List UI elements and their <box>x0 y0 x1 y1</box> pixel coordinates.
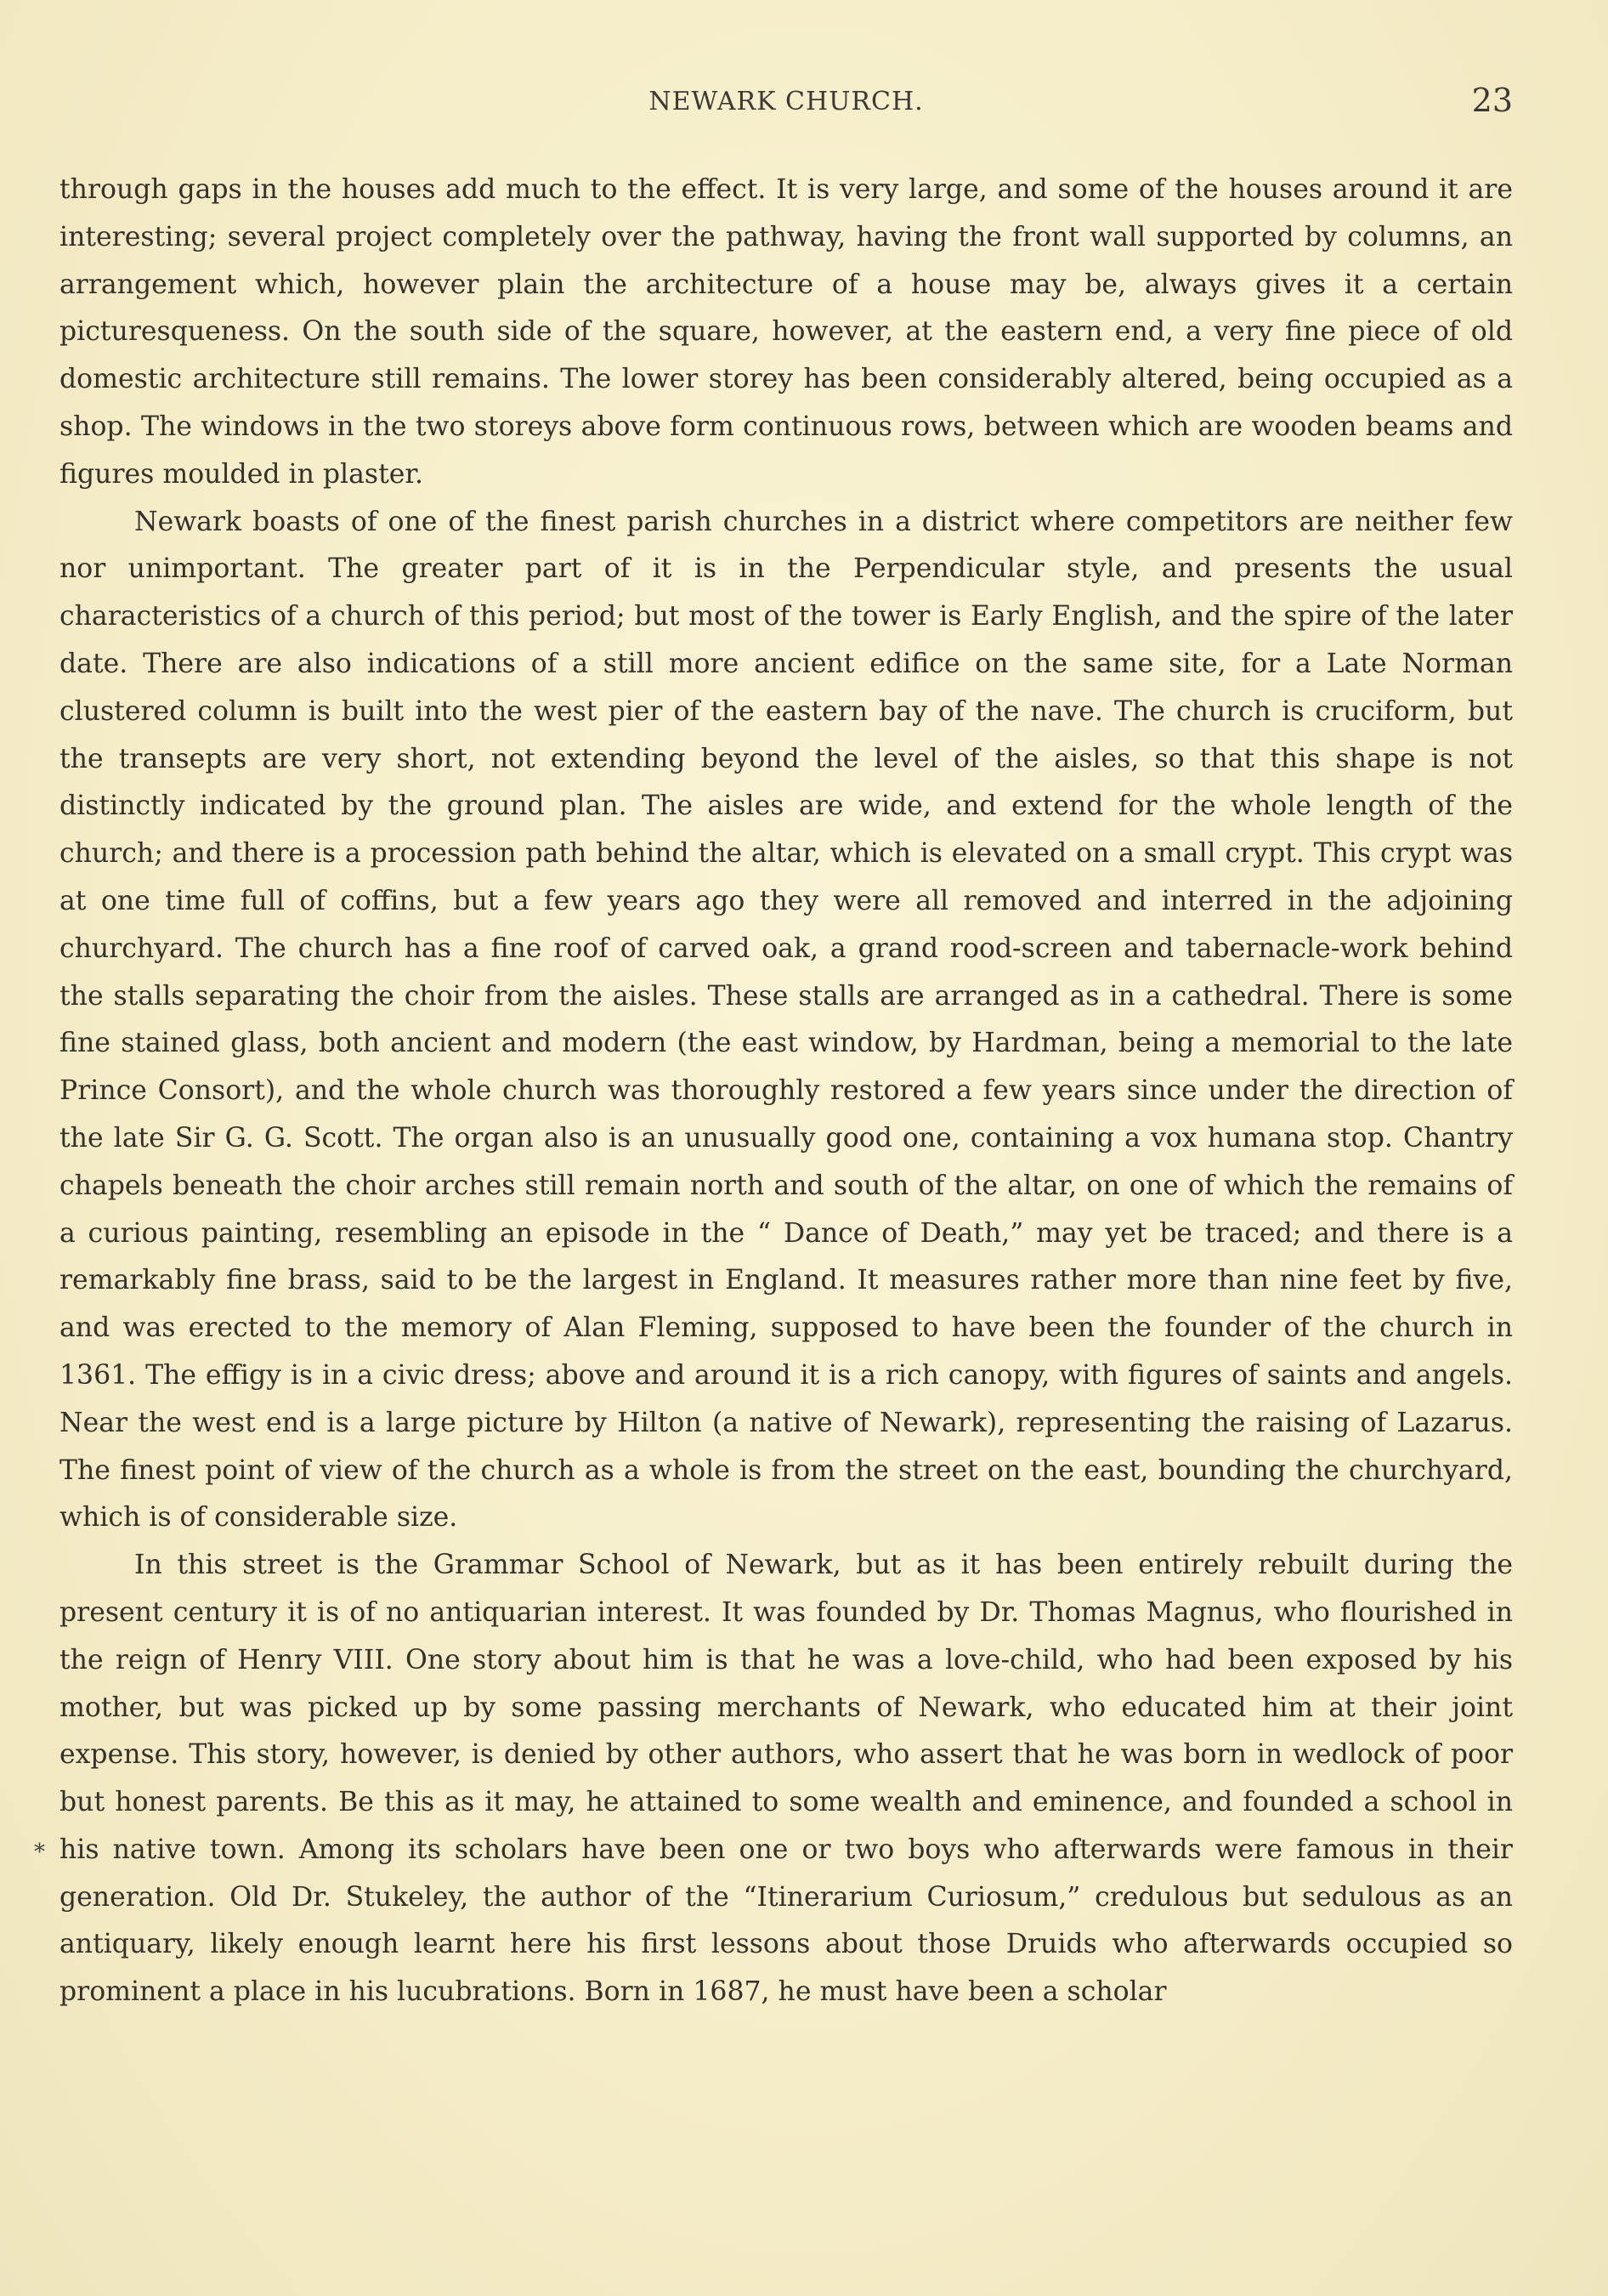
body-text <box>59 167 1513 2016</box>
paragraph-grammar-school: In this street is the Grammar School of Newark, but as it has been entirely rebuilt during the present century it is of no antiquarian interest. It was founded by Dr. Thomas Magnus, who flourished in the reign of Henry VIII. One story about him is that he was a love-child, who had been exposed by his mother, but was picked up by some passing merchants of Newark, who educated him at their joint expense. This story, however, is denied by other authors, who assert that he was born in wedlock of poor but honest parents. Be this as it may, he attained to some wealth and eminence, and founded a school in his native town. Among its scholars have been one or two boys who afterwards were famous in their generation. Old Dr. Stukeley, the author of the “Itinerarium Curiosum,” credulous but sedulous as an antiquary, likely enough learnt here his first lessons about those Druids who afterwards occupied so prominent a place in his lucubrations. Born in 1687, he must have been a scholar <box>59 1550 1513 2008</box>
running-title: NEWARK CHURCH. <box>648 87 924 116</box>
margin-mark: * <box>34 1840 45 1865</box>
running-header <box>59 82 1513 124</box>
paragraph-newark-church: Newark boasts of one of the finest parish churches in a district where competitors are neither few nor unimportant. The greater part of it is in the Perpendicular style, and presents the usual characteristics of a church of this period; but most of the tower is Early English, and the spire of the later date. There are also indications of a still more ancient edifice on the same site, for a Late Norman clustered column is built into the west pier of the eastern bay of the nave. The church is cruciform, but the transepts are very short, not extending beyond the level of the aisles, so that this shape is not distinctly indicated by the ground plan. The aisles are wide, and extend for the whole length of the church; and there is a procession path behind the altar, which is elevated on a small crypt. This crypt was at one time full of coffins, but a few years ago they were all removed and interred in the adjoining churchyard. The church has a fine roof of carved oak, a grand rood-screen and tabernacle-work behind the stalls separating the choir from the aisles. These stalls are arranged as in a cathedral. There is some fine stained glass, both ancient and modern (the east window, by Hardman, being a memorial to the late Prince Consort), and the whole church was thoroughly restored a few years since under the direction of the late Sir G. G. Scott. The organ also is an unusually good one, containing a vox humana stop. Chantry chapels beneath the choir arches still remain north and south of the altar, on one of which the remains of a curious painting, resembling an episode in the “ Dance of Death,” may yet be traced; and there is a remarkably fine brass, said to be the largest in England. It measures rather more than nine feet by five, and was erected to the memory of Alan Fleming, supposed to have been the founder of the church in 1361. The effigy is in a civic dress; above and around it is a rich canopy, with figures of saints and angels. Near the west end is a large picture by Hilton (a native of Newark), representing the raising of Lazarus. The finest point of view of the church as a whole is from the street on the east, bounding the churchyard, which is of considerable size. <box>59 506 1513 1534</box>
paragraph-continuation: through gaps in the houses add much to the effect. It is very large, and some of the houses around it are interesting; several project completely over the pathway, having the front wall supported by columns, an arrangement which, however plain the architecture of a house may be, always gives it a certain picturesqueness. On the south side of the square, however, at the eastern end, a very fine piece of old domestic architecture still remains. The lower storey has been considerably altered, being occupied as a shop. The windows in the two storeys above form continuous rows, between which are wooden beams and figures moulded in plaster. <box>59 174 1513 490</box>
page-number: 23 <box>1471 82 1513 119</box>
